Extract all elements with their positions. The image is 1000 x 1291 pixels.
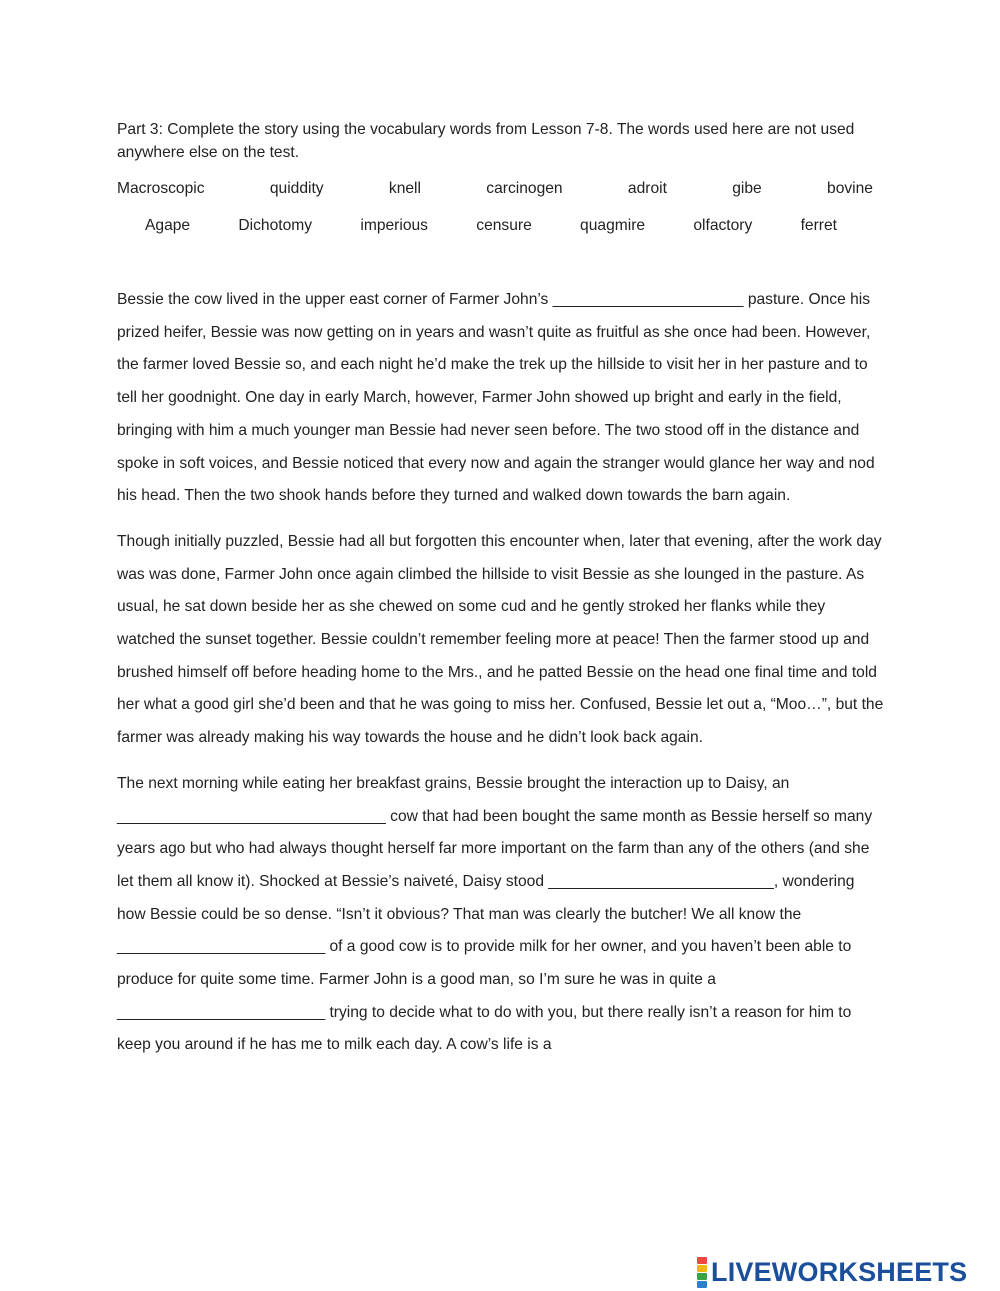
instructions-text: Part 3: Complete the story using the vocabulary words from Lesson 7-8. The words used here are not used anywhere else on the test. (117, 121, 855, 161)
word-bank-item: bovine (827, 180, 873, 197)
logo-blocks-icon (697, 1257, 707, 1288)
word-bank-row-1 (117, 178, 873, 200)
story-paragraph-3: The next morning while eating her breakfast grains, Bessie brought the interaction up to Daisy, an _______________________________ cow that had been bought the same month as Bessie herself so many years ago but who had always thought herself far more important on the farm than any of the others (and she let them all know it). Shocked at Bessie’s naiveté, Daisy stood __________________________, wondering how Bessie could be so dense. “Isn’t it obvious? That man was clearly the butcher! We all know the ________________________ of a good cow is to provide milk for her owner, and you haven’t been able to produce for quite some time. Farmer John is a good man, so I’m sure he was in quite a ________________________ trying to decide what to do with you, but there really isn’t a reason for him to keep you around if he has me to milk each day. A cow’s life is a (117, 774, 873, 1054)
word-bank-item: knell (388, 180, 421, 197)
word-bank-item: censure (476, 217, 532, 234)
word-bank-item: carcinogen (486, 180, 563, 197)
story-paragraph-1: Bessie the cow lived in the upper east corner of Farmer John’s ______________________ pasture. Once his prized heifer, Bessie was now getting on in years and wasn’t quite as fruitful as she once had been. However, the farmer loved Bessie so, and each night he’d make the trek up the hillside to visit her in her pasture and to tell her goodnight. One day in early March, however, Farmer John showed up bright and early in the field, bringing with him a much younger man Bessie had never seen before. The two stood off in the distance and spoke in soft voices, and Bessie noticed that every now and again the stranger would glance her way and nod his head. Then the two shook hands before they turned and walked down towards the barn again. (117, 291, 875, 505)
logo-block (697, 1273, 707, 1280)
logo-block (697, 1257, 707, 1264)
word-bank-item: olfactory (693, 217, 753, 234)
logo-block (697, 1265, 707, 1272)
logo-text: LIVEWORKSHEETS (711, 1256, 968, 1287)
word-bank-item: Macroscopic (117, 180, 205, 197)
worksheet-page (117, 118, 887, 1062)
word-bank-item: Agape (145, 217, 191, 234)
word-bank-item: imperious (360, 217, 428, 234)
word-bank-item: ferret (800, 217, 837, 234)
word-bank-item: Dichotomy (238, 217, 313, 234)
word-bank-item: gibe (732, 180, 762, 197)
word-bank-item: quagmire (580, 217, 646, 234)
word-bank-item: quiddity (269, 180, 324, 197)
liveworksheets-logo (697, 1255, 967, 1289)
story-body (117, 284, 887, 1062)
word-bank-item: adroit (627, 180, 667, 197)
word-bank-row-2 (117, 215, 837, 237)
logo-block (697, 1281, 707, 1288)
story-paragraph-2: Though initially puzzled, Bessie had all but forgotten this encounter when, later that evening, after the work day was was done, Farmer John once again climbed the hillside to visit Bessie as she lounged in the pasture. As usual, he sat down beside her as she chewed on some cud and he gently stroked her flanks while they watched the sunset together. Bessie couldn’t remember feeling more at peace! Then the farmer stood up and brushed himself off before heading home to the Mrs., and he patted Bessie on the head one final time and told her what a good girl she’d been and that he was going to miss her. Confused, Bessie let out a, “Moo…”, but the farmer was already making his way towards the house and he didn’t look back again. (117, 532, 884, 747)
